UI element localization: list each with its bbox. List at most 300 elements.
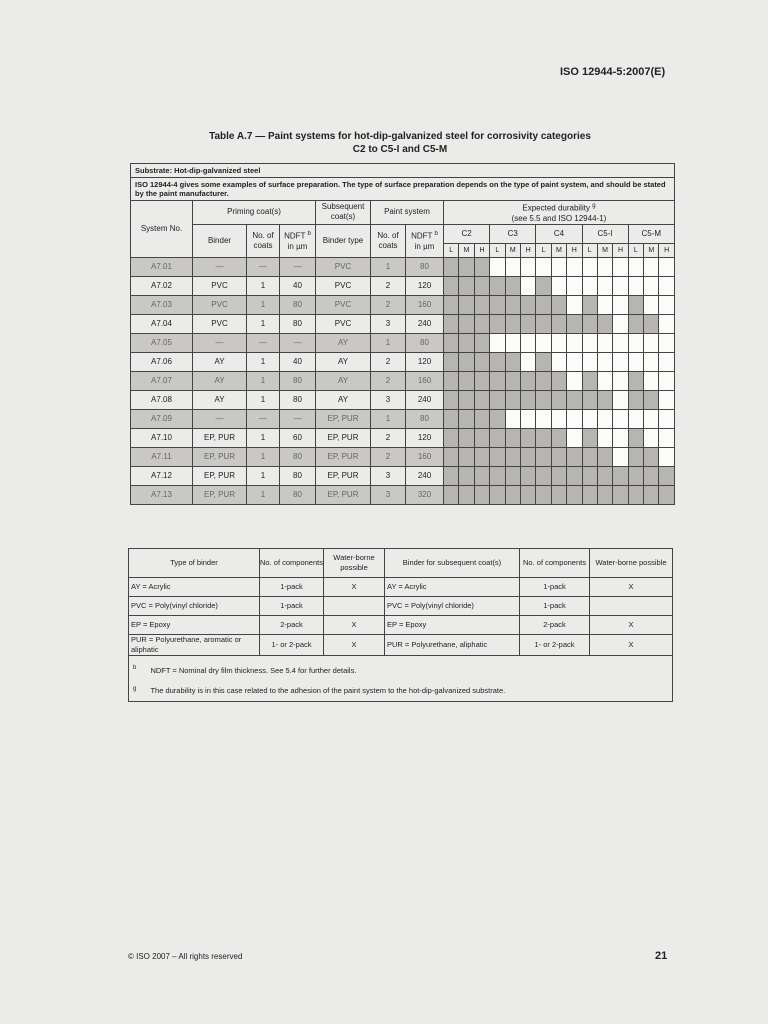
- system-row: [131, 333, 675, 352]
- durability-cell-empty: [536, 257, 551, 276]
- durability-cell-applicable: [628, 466, 643, 485]
- system-ndft-cell: 120: [406, 352, 444, 371]
- subsequent-components-header: No. of components: [520, 549, 590, 578]
- durability-cell-applicable: [505, 314, 520, 333]
- durability-cell-applicable: [567, 447, 582, 466]
- durability-cell-applicable: [490, 352, 505, 371]
- priming-coats-count-header: No. of coats: [247, 224, 280, 257]
- durability-cell-empty: [567, 276, 582, 295]
- category-c2-header: C2: [444, 224, 490, 243]
- priming-binder-cell: EP, PUR: [193, 447, 247, 466]
- durability-cell-applicable: [644, 485, 659, 504]
- durability-cell-applicable: [459, 447, 474, 466]
- subsequent-binder-cell: EP, PUR: [316, 428, 371, 447]
- durability-cell-applicable: [597, 485, 612, 504]
- ndft-unit: in µm: [287, 241, 308, 251]
- durability-cell-applicable: [505, 390, 520, 409]
- durability-cell-applicable: [567, 314, 582, 333]
- durability-cell-applicable: [474, 257, 489, 276]
- priming-binder-cell: AY: [193, 371, 247, 390]
- durability-cell-applicable: [644, 390, 659, 409]
- durability-cell-empty: [597, 257, 612, 276]
- system-ndft-cell: 160: [406, 447, 444, 466]
- system-no-cell: A7.08: [131, 390, 193, 409]
- durability-cell-applicable: [567, 485, 582, 504]
- durability-cell-applicable: [582, 390, 597, 409]
- system-no-cell: A7.06: [131, 352, 193, 371]
- subsequent-components-cell: 1-pack: [520, 597, 590, 616]
- durability-cell-applicable: [582, 295, 597, 314]
- ndft-footnote-mark: b: [434, 231, 438, 238]
- durability-cell-applicable: [551, 466, 566, 485]
- durability-cell-applicable: [459, 295, 474, 314]
- priming-ndft-cell: 80: [280, 295, 316, 314]
- durability-cell-empty: [659, 390, 674, 409]
- durability-cell-applicable: [536, 485, 551, 504]
- durability-cell-applicable: [490, 485, 505, 504]
- subsequent-binder-cell: EP, PUR: [316, 485, 371, 504]
- durability-cell-applicable: [474, 295, 489, 314]
- priming-binder-cell: PVC: [193, 276, 247, 295]
- system-coats-cell: 2: [371, 447, 406, 466]
- system-coats-cell: 2: [371, 295, 406, 314]
- system-no-cell: A7.05: [131, 333, 193, 352]
- durability-cell-applicable: [444, 428, 459, 447]
- durability-cell-applicable: [551, 390, 566, 409]
- system-coats-cell: 1: [371, 409, 406, 428]
- subsequent-binder-cell: EP, PUR: [316, 447, 371, 466]
- priming-ndft-cell: 60: [280, 428, 316, 447]
- priming-binder-cell: EP, PUR: [193, 428, 247, 447]
- system-ndft-cell: 80: [406, 409, 444, 428]
- system-coats-cell: 1: [371, 333, 406, 352]
- durability-cell-empty: [597, 276, 612, 295]
- durability-cell-applicable: [520, 485, 535, 504]
- system-no-cell: A7.04: [131, 314, 193, 333]
- durability-cell-applicable: [628, 390, 643, 409]
- durability-cell-applicable: [536, 276, 551, 295]
- durability-cell-applicable: [474, 352, 489, 371]
- durability-cell-applicable: [444, 409, 459, 428]
- durability-cell-applicable: [474, 485, 489, 504]
- durability-cell-applicable: [474, 447, 489, 466]
- durability-cell-empty: [644, 352, 659, 371]
- durability-cell-applicable: [459, 257, 474, 276]
- subsequent-binder-header: Binder for subsequent coat(s): [385, 549, 520, 578]
- durability-cell-applicable: [505, 371, 520, 390]
- system-ndft-cell: 240: [406, 390, 444, 409]
- durability-cell-applicable: [490, 295, 505, 314]
- durability-cell-empty: [597, 295, 612, 314]
- durability-cell-applicable: [490, 390, 505, 409]
- durability-cell-applicable: [505, 428, 520, 447]
- priming-coats-cell: 1: [247, 295, 280, 314]
- durability-level-header: H: [613, 243, 628, 257]
- durability-cell-applicable: [520, 466, 535, 485]
- priming-coats-cell: 1: [247, 390, 280, 409]
- category-c3-header: C3: [490, 224, 536, 243]
- durability-cell-applicable: [644, 447, 659, 466]
- durability-cell-empty: [505, 333, 520, 352]
- subsequent-binder-cell: AY: [316, 390, 371, 409]
- durability-cell-empty: [613, 447, 628, 466]
- durability-cell-applicable: [474, 276, 489, 295]
- durability-cell-applicable: [444, 352, 459, 371]
- components-header: No. of components: [260, 549, 324, 578]
- system-coats-cell: 2: [371, 352, 406, 371]
- priming-ndft-cell: 40: [280, 276, 316, 295]
- subsequent-binder-cell: PUR = Polyurethane, aliphatic: [385, 635, 520, 656]
- durability-cell-empty: [644, 276, 659, 295]
- durability-cell-applicable: [490, 447, 505, 466]
- durability-cell-applicable: [613, 466, 628, 485]
- durability-cell-applicable: [582, 447, 597, 466]
- preparation-note-row: ISO 12944-4 gives some examples of surface preparation. The type of surface preparation depends on the type of paint system, and should be stated by the paint manufacturer.: [131, 178, 675, 201]
- durability-level-header: M: [551, 243, 566, 257]
- durability-cell-empty: [613, 333, 628, 352]
- durability-cell-applicable: [659, 485, 674, 504]
- durability-cell-empty: [644, 257, 659, 276]
- priming-ndft-cell: 80: [280, 447, 316, 466]
- system-coats-cell: 2: [371, 428, 406, 447]
- durability-cell-applicable: [505, 447, 520, 466]
- durability-cell-applicable: [628, 428, 643, 447]
- durability-cell-empty: [613, 257, 628, 276]
- subsequent-water-borne-cell: X: [590, 578, 673, 597]
- binder-row: [129, 597, 673, 616]
- category-c5i-header: C5-I: [582, 224, 628, 243]
- system-no-cell: A7.12: [131, 466, 193, 485]
- durability-cell-applicable: [459, 333, 474, 352]
- durability-cell-applicable: [567, 390, 582, 409]
- durability-cell-empty: [613, 276, 628, 295]
- subsequent-water-borne-cell: X: [590, 616, 673, 635]
- footnote-g-text: The durability is in this case related to the adhesion of the paint system to the hot-dip-galvanized substrate.: [150, 686, 506, 695]
- system-row: [131, 295, 675, 314]
- durability-cell-applicable: [613, 485, 628, 504]
- system-coats-cell: 2: [371, 276, 406, 295]
- durability-cell-applicable: [551, 371, 566, 390]
- durability-cell-applicable: [536, 314, 551, 333]
- durability-cell-applicable: [490, 409, 505, 428]
- subsequent-binder-cell: PVC = Poly(vinyl chloride): [385, 597, 520, 616]
- durability-cell-empty: [490, 257, 505, 276]
- durability-cell-applicable: [628, 485, 643, 504]
- components-cell: 2-pack: [260, 616, 324, 635]
- durability-cell-applicable: [628, 371, 643, 390]
- system-no-header: System No.: [131, 201, 193, 258]
- caption-line-2: C2 to C5-I and C5-M: [352, 144, 448, 155]
- durability-cell-empty: [567, 295, 582, 314]
- durability-cell-empty: [644, 371, 659, 390]
- durability-cell-applicable: [459, 352, 474, 371]
- durability-cell-applicable: [536, 295, 551, 314]
- durability-footnote-mark: g: [592, 203, 596, 209]
- durability-level-header: M: [597, 243, 612, 257]
- system-no-cell: A7.01: [131, 257, 193, 276]
- subsequent-binder-cell: EP, PUR: [316, 466, 371, 485]
- durability-cell-empty: [659, 352, 674, 371]
- durability-cell-applicable: [444, 333, 459, 352]
- subsequent-components-cell: 2-pack: [520, 616, 590, 635]
- system-coats-cell: 3: [371, 390, 406, 409]
- durability-cell-applicable: [659, 466, 674, 485]
- durability-cell-applicable: [459, 276, 474, 295]
- priming-coats-cell: 1: [247, 314, 280, 333]
- durability-cell-empty: [520, 409, 535, 428]
- durability-cell-empty: [597, 371, 612, 390]
- water-borne-cell: [324, 597, 385, 616]
- durability-cell-applicable: [490, 428, 505, 447]
- durability-level-header: L: [444, 243, 459, 257]
- durability-cell-applicable: [536, 390, 551, 409]
- caption-line-1: Table A.7 — Paint systems for hot-dip-galvanized steel for corrosivity categories: [209, 131, 591, 142]
- footnote-b-text: NDFT = Nominal dry film thickness. See 5.4 for further details.: [150, 665, 357, 675]
- durability-cell-applicable: [459, 390, 474, 409]
- durability-level-header: H: [659, 243, 674, 257]
- footnote-g: [133, 684, 668, 697]
- durability-cell-applicable: [520, 295, 535, 314]
- durability-cell-applicable: [490, 371, 505, 390]
- subsequent-binder-cell: AY: [316, 333, 371, 352]
- durability-cell-applicable: [459, 428, 474, 447]
- durability-cell-empty: [505, 409, 520, 428]
- priming-coats-cell: 1: [247, 428, 280, 447]
- durability-cell-applicable: [444, 390, 459, 409]
- priming-coats-cell: 1: [247, 447, 280, 466]
- priming-coats-cell: 1: [247, 352, 280, 371]
- durability-cell-empty: [613, 352, 628, 371]
- system-no-cell: A7.13: [131, 485, 193, 504]
- durability-cell-empty: [613, 314, 628, 333]
- system-coats-cell: 3: [371, 314, 406, 333]
- durability-cell-empty: [613, 295, 628, 314]
- durability-cell-empty: [659, 276, 674, 295]
- system-row: [131, 371, 675, 390]
- system-ndft-cell: 160: [406, 371, 444, 390]
- priming-ndft-cell: —: [280, 409, 316, 428]
- durability-cell-applicable: [520, 371, 535, 390]
- durability-cell-empty: [582, 333, 597, 352]
- durability-cell-applicable: [505, 295, 520, 314]
- durability-cell-applicable: [474, 314, 489, 333]
- paint-system-header: Paint system: [371, 201, 444, 225]
- system-row: [131, 409, 675, 428]
- durability-cell-empty: [659, 295, 674, 314]
- durability-cell-empty: [644, 409, 659, 428]
- durability-cell-applicable: [628, 447, 643, 466]
- system-no-cell: A7.07: [131, 371, 193, 390]
- priming-ndft-cell: 80: [280, 371, 316, 390]
- durability-cell-empty: [567, 428, 582, 447]
- durability-level-header: L: [536, 243, 551, 257]
- durability-cell-empty: [567, 409, 582, 428]
- priming-binder-cell: PVC: [193, 295, 247, 314]
- durability-cell-empty: [659, 428, 674, 447]
- durability-cell-empty: [582, 352, 597, 371]
- durability-cell-applicable: [536, 428, 551, 447]
- binder-type-header: Binder type: [316, 224, 371, 257]
- priming-coats-cell: —: [247, 409, 280, 428]
- durability-cell-applicable: [644, 314, 659, 333]
- subsequent-water-borne-cell: [590, 597, 673, 616]
- durability-cell-empty: [659, 447, 674, 466]
- durability-cell-applicable: [520, 390, 535, 409]
- durability-cell-applicable: [536, 466, 551, 485]
- durability-cell-empty: [520, 276, 535, 295]
- durability-cell-applicable: [520, 314, 535, 333]
- durability-cell-applicable: [490, 466, 505, 485]
- durability-cell-empty: [505, 257, 520, 276]
- durability-cell-applicable: [444, 371, 459, 390]
- priming-ndft-cell: —: [280, 333, 316, 352]
- durability-level-header: L: [490, 243, 505, 257]
- binder-types-table: [128, 548, 673, 702]
- durability-cell-applicable: [551, 447, 566, 466]
- priming-coats-header: Priming coat(s): [193, 201, 316, 225]
- durability-cell-applicable: [459, 409, 474, 428]
- durability-cell-applicable: [551, 428, 566, 447]
- footnotes: [129, 656, 673, 702]
- priming-binder-cell: EP, PUR: [193, 485, 247, 504]
- durability-cell-empty: [597, 333, 612, 352]
- expected-durability-header: [444, 201, 675, 225]
- durability-cell-empty: [520, 333, 535, 352]
- system-ndft-cell: 120: [406, 276, 444, 295]
- priming-ndft-cell: 80: [280, 390, 316, 409]
- durability-level-header: M: [459, 243, 474, 257]
- subsequent-components-cell: 1- or 2-pack: [520, 635, 590, 656]
- durability-cell-empty: [520, 352, 535, 371]
- durability-cell-applicable: [444, 447, 459, 466]
- priming-coats-cell: 1: [247, 485, 280, 504]
- durability-cell-applicable: [551, 314, 566, 333]
- priming-binder-cell: AY: [193, 352, 247, 371]
- ndft-label: NDFT: [284, 231, 306, 241]
- priming-coats-cell: 1: [247, 276, 280, 295]
- durability-cell-empty: [582, 409, 597, 428]
- durability-cell-empty: [551, 333, 566, 352]
- durability-cell-empty: [536, 409, 551, 428]
- durability-cell-applicable: [628, 295, 643, 314]
- system-no-cell: A7.10: [131, 428, 193, 447]
- system-ndft-cell: 240: [406, 466, 444, 485]
- durability-cell-applicable: [536, 447, 551, 466]
- system-no-cell: A7.02: [131, 276, 193, 295]
- durability-cell-empty: [490, 333, 505, 352]
- durability-cell-applicable: [444, 295, 459, 314]
- durability-level-header: H: [567, 243, 582, 257]
- system-row: [131, 257, 675, 276]
- durability-level-header: L: [582, 243, 597, 257]
- system-coats-cell: 1: [371, 257, 406, 276]
- system-row: [131, 466, 675, 485]
- type-of-binder-header: Type of binder: [129, 549, 260, 578]
- durability-cell-applicable: [597, 314, 612, 333]
- components-cell: 1-pack: [260, 578, 324, 597]
- priming-binder-cell: —: [193, 333, 247, 352]
- durability-cell-empty: [628, 276, 643, 295]
- durability-cell-empty: [597, 428, 612, 447]
- category-c4-header: C4: [536, 224, 582, 243]
- durability-cell-empty: [628, 409, 643, 428]
- durability-cell-applicable: [505, 485, 520, 504]
- durability-cell-applicable: [474, 333, 489, 352]
- durability-cell-applicable: [459, 314, 474, 333]
- subsequent-binder-cell: AY: [316, 371, 371, 390]
- durability-cell-empty: [644, 333, 659, 352]
- priming-binder-cell: —: [193, 409, 247, 428]
- water-borne-cell: X: [324, 635, 385, 656]
- priming-ndft-header: [280, 224, 316, 257]
- footnote-b-mark: b: [133, 665, 137, 671]
- durability-cell-applicable: [459, 371, 474, 390]
- durability-level-header: H: [520, 243, 535, 257]
- priming-ndft-cell: 80: [280, 466, 316, 485]
- system-ndft-cell: 80: [406, 257, 444, 276]
- binder-row: [129, 616, 673, 635]
- priming-coats-cell: —: [247, 257, 280, 276]
- durability-cell-applicable: [597, 390, 612, 409]
- subsequent-water-borne-header: Water-borne possible: [590, 549, 673, 578]
- durability-cell-empty: [551, 352, 566, 371]
- subsequent-coats-header: Subsequent coat(s): [316, 201, 371, 225]
- subsequent-binder-cell: PVC: [316, 276, 371, 295]
- water-borne-cell: X: [324, 616, 385, 635]
- durability-cell-empty: [520, 257, 535, 276]
- durability-cell-applicable: [536, 371, 551, 390]
- subsequent-binder-cell: AY = Acrylic: [385, 578, 520, 597]
- ndft-unit: in µm: [414, 241, 435, 251]
- priming-ndft-cell: 40: [280, 352, 316, 371]
- durability-cell-empty: [582, 276, 597, 295]
- durability-cell-empty: [567, 333, 582, 352]
- system-ndft-cell: 320: [406, 485, 444, 504]
- system-row: [131, 276, 675, 295]
- durability-cell-applicable: [644, 466, 659, 485]
- binder-type-cell: PVC = Poly(vinyl chloride): [129, 597, 260, 616]
- durability-cell-empty: [582, 257, 597, 276]
- durability-cell-empty: [567, 257, 582, 276]
- durability-cell-applicable: [474, 390, 489, 409]
- durability-cell-applicable: [520, 447, 535, 466]
- priming-ndft-cell: 80: [280, 314, 316, 333]
- paint-systems-table: [130, 163, 675, 505]
- water-borne-cell: X: [324, 578, 385, 597]
- durability-level-header: L: [628, 243, 643, 257]
- priming-binder-header: Binder: [193, 224, 247, 257]
- priming-ndft-cell: 80: [280, 485, 316, 504]
- durability-cell-empty: [613, 428, 628, 447]
- durability-cell-applicable: [505, 352, 520, 371]
- durability-cell-applicable: [582, 314, 597, 333]
- durability-cell-applicable: [505, 276, 520, 295]
- durability-cell-applicable: [490, 276, 505, 295]
- durability-cell-empty: [659, 257, 674, 276]
- components-cell: 1-pack: [260, 597, 324, 616]
- durability-cell-applicable: [582, 466, 597, 485]
- durability-cell-empty: [659, 314, 674, 333]
- system-coats-cell: 3: [371, 466, 406, 485]
- durability-cell-applicable: [474, 466, 489, 485]
- durability-cell-applicable: [444, 466, 459, 485]
- durability-cell-empty: [613, 409, 628, 428]
- components-cell: 1- or 2-pack: [260, 635, 324, 656]
- durability-cell-applicable: [628, 314, 643, 333]
- durability-cell-empty: [551, 409, 566, 428]
- durability-cell-empty: [567, 371, 582, 390]
- durability-reference: (see 5.5 and ISO 12944-1): [511, 213, 607, 223]
